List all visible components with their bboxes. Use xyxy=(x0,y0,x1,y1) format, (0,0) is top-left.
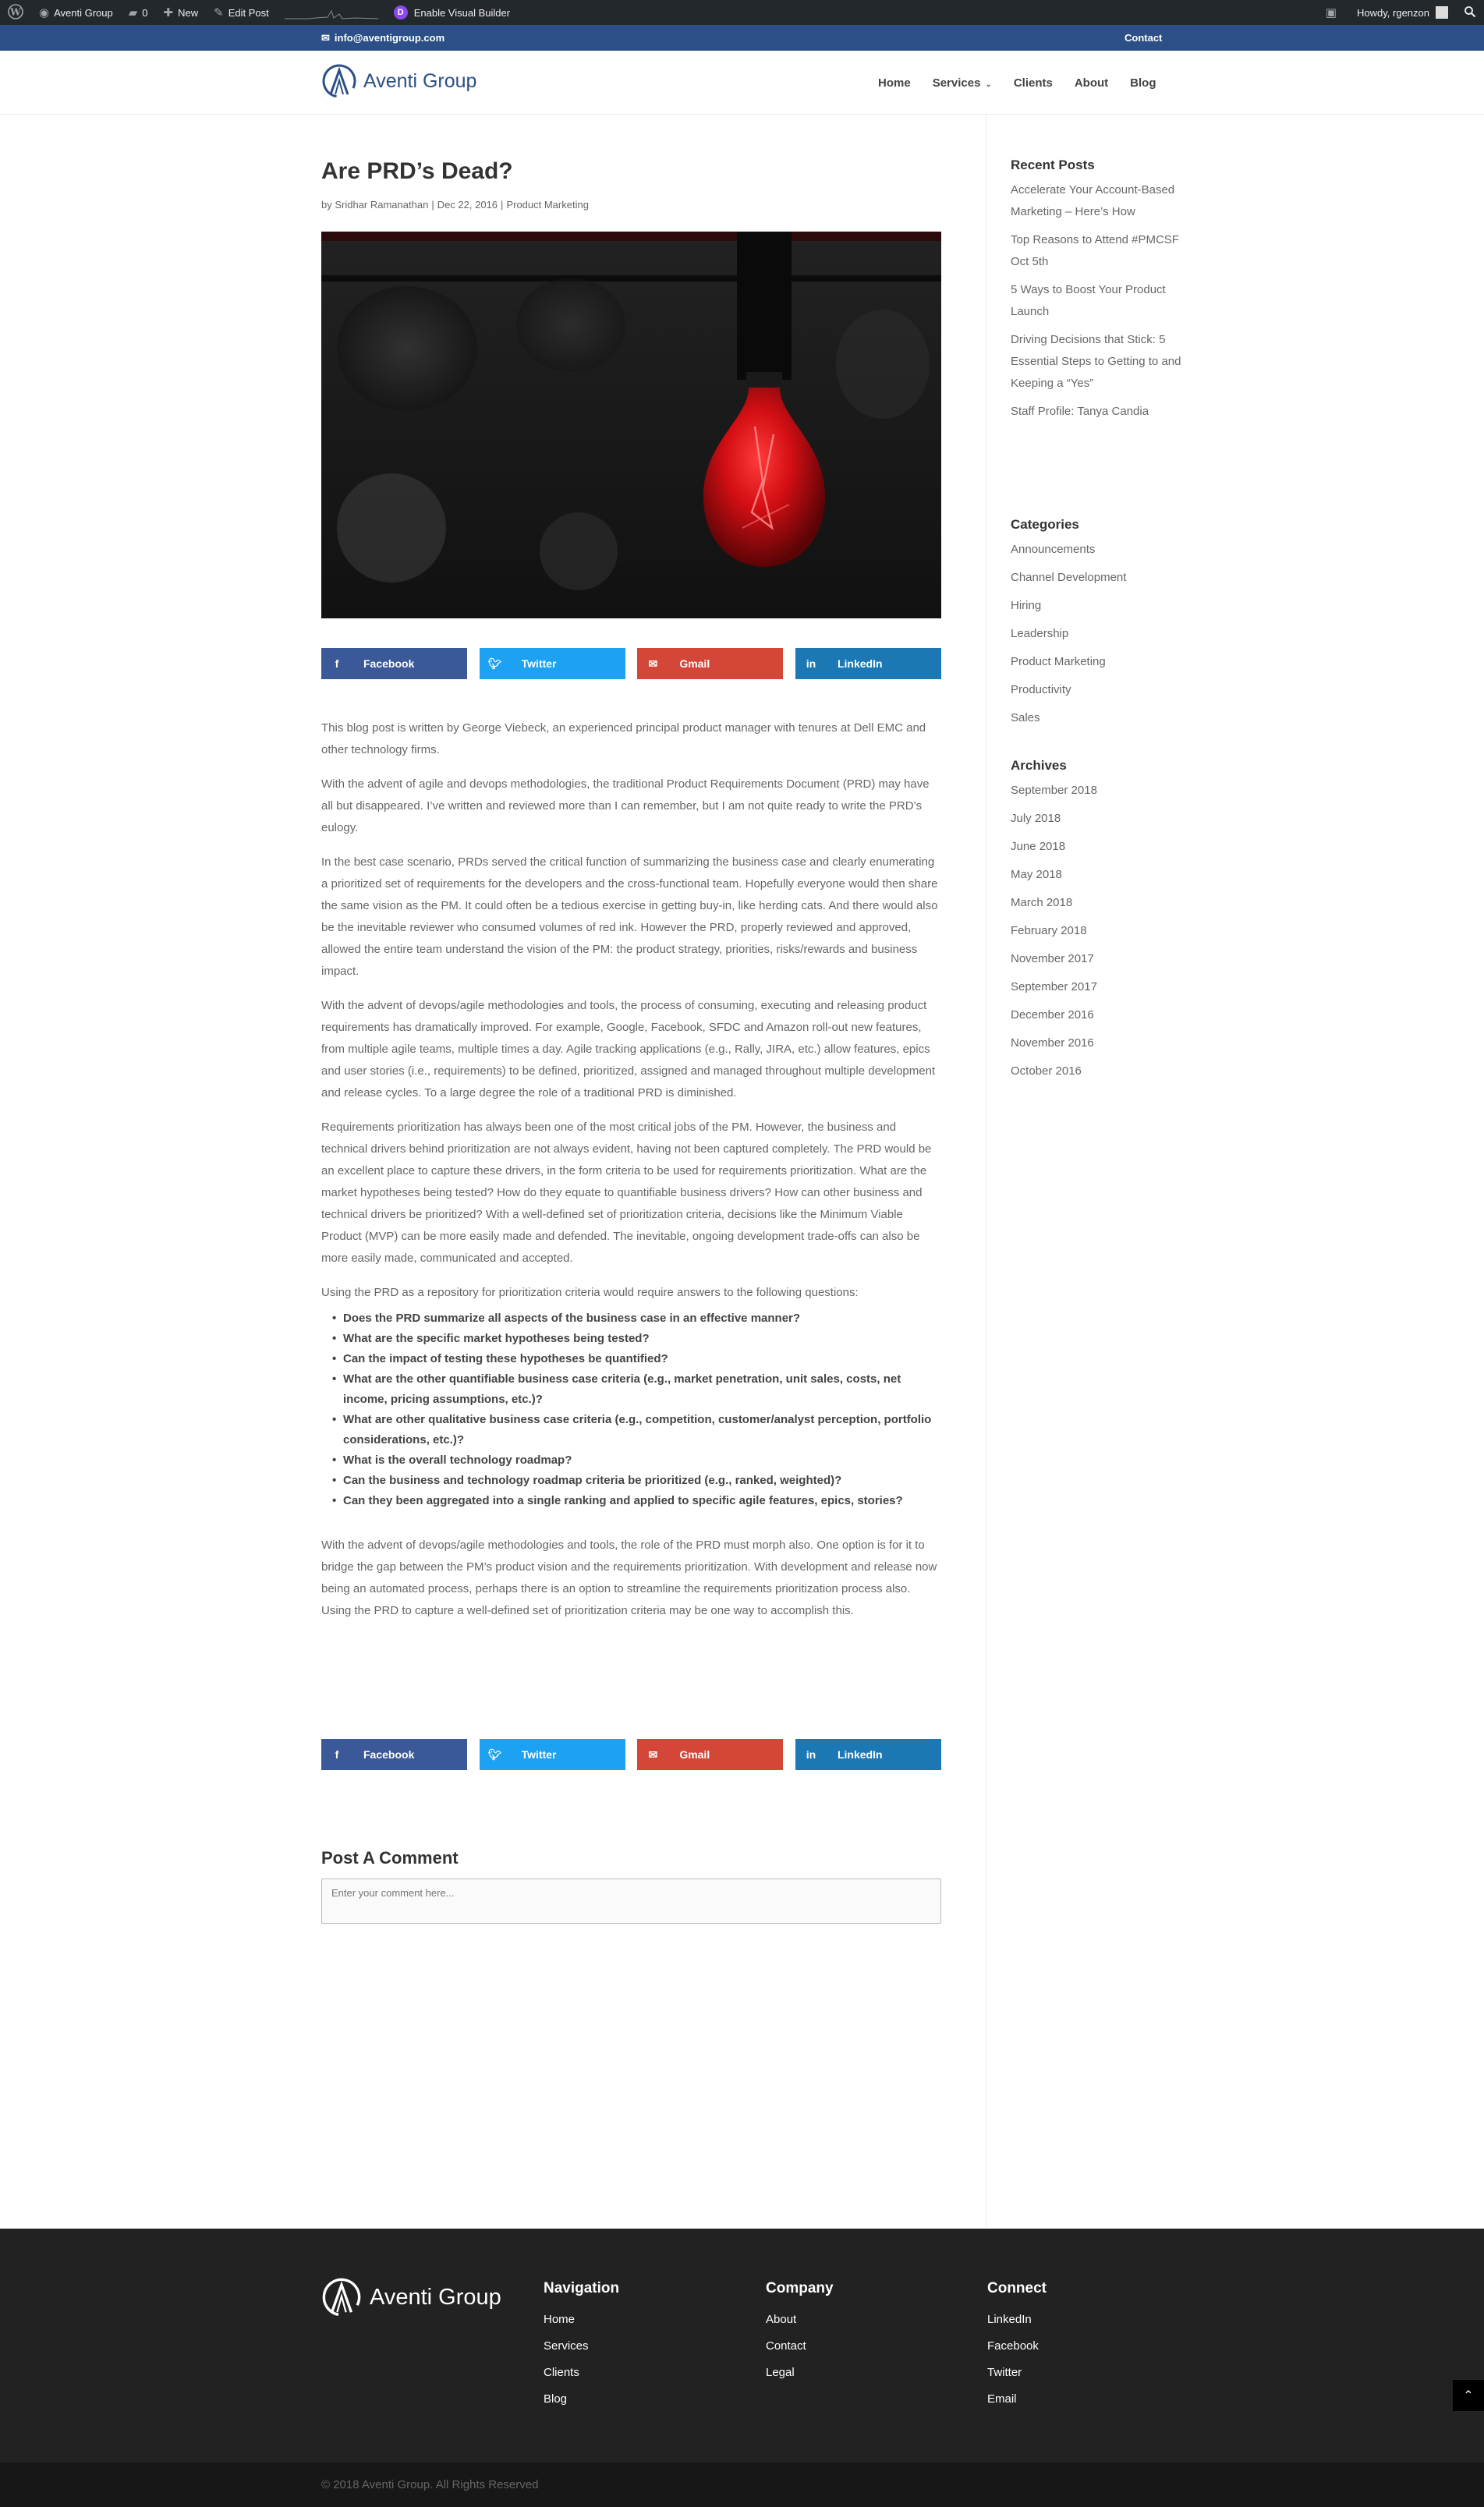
post-paragraph: This blog post is written by George Viebeck, an experienced principal product manager with tenures at Dell EMC and other technology firms. xyxy=(321,721,926,756)
share-gmail-button[interactable] xyxy=(637,648,783,679)
footer-connect-link[interactable]: Email xyxy=(987,2392,1017,2406)
recent-post-link[interactable]: 5 Ways to Boost Your Product Launch xyxy=(1011,283,1166,318)
facebook-icon: f xyxy=(335,1748,339,1761)
share-twitter-button[interactable] xyxy=(480,1739,625,1770)
comment-section-title: Post A Comment xyxy=(321,1848,459,1868)
admin-edit-label: Edit Post xyxy=(228,6,269,19)
post-content xyxy=(321,717,941,1634)
wp-logo-menu[interactable] xyxy=(0,0,31,25)
nav-services-label: Services xyxy=(932,76,981,90)
linkedin-icon: in xyxy=(806,1748,816,1761)
recent-post-link[interactable]: Staff Profile: Tanya Candia xyxy=(1011,405,1149,418)
nav-about[interactable]: About xyxy=(1074,76,1109,90)
admin-visual-builder[interactable] xyxy=(386,0,518,25)
red-lightbulb-image xyxy=(321,232,941,618)
pencil-icon: ✎ xyxy=(214,6,224,19)
post-date: Dec 22, 2016 xyxy=(437,199,498,211)
list-item: • Can the impact of testing these hypotheses be quantified? xyxy=(334,1349,941,1369)
category-link[interactable]: Sales xyxy=(1011,711,1040,724)
admin-site-name[interactable] xyxy=(31,0,121,25)
footer-company-link[interactable]: About xyxy=(766,2313,797,2326)
category-link[interactable]: Leadership xyxy=(1011,627,1069,640)
plus-icon: ✚ xyxy=(163,6,174,19)
twitter-icon: 🐦︎ xyxy=(487,1747,502,1761)
notification-icon: ▣ xyxy=(1325,6,1337,19)
post-paragraph: With the advent of devops/agile methodologies and tools, the process of consuming, executing and releasing product requirements has dramatically improved. For example, Google, Facebook, SFDC and Amazon roll-out new features, from multiple agile teams, multiple times a day. Agile tracking applications (e.g., Rally, JIRA, etc.) allow features, epics and user stories (i.e., requirements) to be defined, prioritized, assigned and managed throughout multiple development and release cycles. To a large degree the role of a traditional PRD is diminished. xyxy=(321,999,936,1099)
footer-logo[interactable] xyxy=(321,2277,501,2318)
question-list xyxy=(334,1308,941,1511)
share-gmail-label: Gmail xyxy=(679,1748,710,1761)
facebook-icon: f xyxy=(335,657,339,670)
top-contact-link[interactable]: Contact xyxy=(1125,32,1163,44)
top-email-link[interactable] xyxy=(321,25,444,51)
footer-logo-text: Aventi Group xyxy=(370,2284,501,2310)
user-avatar-icon xyxy=(1436,6,1448,19)
top-email-text: info@aventigroup.com xyxy=(334,32,445,44)
category-link[interactable]: Hiring xyxy=(1011,599,1042,612)
archives-title: Archives xyxy=(1011,758,1067,773)
footer-nav-link[interactable]: Clients xyxy=(544,2366,579,2379)
list-item: • Can the business and technology roadmap criteria be prioritized (e.g., ranked, weighted)? xyxy=(334,1471,941,1491)
post-meta: by Sridhar Ramanathan | Dec 22, 2016 | Product Marketing xyxy=(321,199,589,211)
archive-link[interactable]: May 2018 xyxy=(1011,868,1062,881)
nav-clients[interactable]: Clients xyxy=(1013,76,1053,90)
share-facebook-button[interactable] xyxy=(321,648,467,679)
admin-howdy: Howdy, rgenzon xyxy=(1357,6,1429,19)
share-linkedin-button[interactable] xyxy=(795,1739,941,1770)
list-item: • Does the PRD summarize all aspects of the business case in an effective manner? xyxy=(334,1308,941,1329)
archive-link[interactable]: February 2018 xyxy=(1011,924,1087,937)
admin-bar xyxy=(0,0,1484,25)
admin-edit-post[interactable] xyxy=(206,0,277,25)
share-twitter-label: Twitter xyxy=(521,1748,557,1761)
footer-navigation xyxy=(544,2280,619,2413)
list-item: • What are other qualitative business case criteria (e.g., competition, customer/analyst perception, portfolio considerations, etc.)? xyxy=(334,1410,941,1450)
footer-connect xyxy=(987,2280,1047,2413)
nav-home[interactable]: Home xyxy=(878,76,911,90)
recent-post-link[interactable]: Top Reasons to Attend #PMCSF Oct 5th xyxy=(1011,233,1179,268)
footer-nav-link[interactable]: Services xyxy=(544,2339,589,2353)
archive-link[interactable]: July 2018 xyxy=(1011,812,1061,825)
back-to-top-button[interactable] xyxy=(1453,2380,1484,2411)
footer-connect-link[interactable]: LinkedIn xyxy=(987,2313,1032,2326)
sidebar-archives xyxy=(1011,758,1182,1089)
archive-link[interactable]: September 2017 xyxy=(1011,980,1097,993)
footer-nav-link[interactable]: Home xyxy=(544,2313,576,2326)
archive-link[interactable]: November 2017 xyxy=(1011,952,1094,965)
footer-navigation-title: Navigation xyxy=(544,2280,620,2296)
post-paragraph: Requirements prioritization has always been one of the most critical jobs of the PM. However, the business and technical drivers behind prioritization are not always evident, having not been captured completely. The PRD would be an excellent place to capture these drivers, in the form criteria to be used for requirements prioritization. What are the market hypotheses being tested? How do they equate to quantifiable business drivers? How can other business and technical drivers be prioritized? With a well-defined set of prioritization criteria, decisions like the Minimum Viable Product (MVP) can be more easily made and defended. The inevitable, ongoing development trade-offs can also be more easily made, communicated and accepted. xyxy=(321,1121,932,1265)
categories-title: Categories xyxy=(1011,517,1079,532)
category-link[interactable]: Product Marketing xyxy=(1011,655,1106,668)
wordpress-icon xyxy=(8,4,23,22)
share-gmail-button[interactable] xyxy=(637,1739,783,1770)
footer-company xyxy=(766,2280,834,2386)
sidebar-recent-posts xyxy=(1011,158,1182,429)
admin-visual-builder-label: Enable Visual Builder xyxy=(413,6,511,19)
list-item: • What is the overall technology roadmap? xyxy=(334,1450,941,1471)
footer-connect-title: Connect xyxy=(987,2280,1047,2296)
top-info-bar xyxy=(0,25,1484,51)
divi-icon: D xyxy=(394,5,408,19)
nav-services[interactable] xyxy=(933,76,992,90)
category-link[interactable]: Channel Development xyxy=(1011,571,1127,584)
chevron-up-icon: ⌃ xyxy=(1463,2389,1474,2403)
admin-site-name-label: Aventi Group xyxy=(54,6,113,19)
archive-link[interactable]: March 2018 xyxy=(1011,896,1073,909)
envelope-icon: ✉ xyxy=(648,657,658,670)
site-footer xyxy=(0,2229,1484,2463)
envelope-icon: ✉ xyxy=(648,1747,658,1761)
share-bar-bottom xyxy=(321,1739,941,1770)
post-closing-paragraph: With the advent of devops/agile methodologies and tools, the role of the PRD must morph also. One option is for it to bridge the gap between the PM’s product vision and the requirements prioritization. With development and release now being an automated process, perhaps there is an option to streamline the requirements prioritization process also. Using the PRD to capture a well-defined set of prioritization criteria may be one way to accomplish this. xyxy=(321,1539,937,1617)
post-paragraph: With the advent of agile and devops methodologies, the traditional Product Requirements Document (PRD) may have all but disappeared. I’ve written and reviewed more than I can remember, but I am not quite ready to write the PRD’s eulogy. xyxy=(321,777,930,834)
search-icon xyxy=(1464,5,1476,20)
comment-bubble-icon: ▰ xyxy=(128,6,138,19)
post-author[interactable]: by Sridhar Ramanathan xyxy=(321,199,429,211)
share-facebook-label: Facebook xyxy=(363,657,415,670)
aventi-logo-icon xyxy=(321,2277,362,2318)
footer-bottom-bar xyxy=(0,2463,1484,2507)
admin-search[interactable] xyxy=(1456,0,1484,25)
footer-company-link[interactable]: Legal xyxy=(766,2366,795,2379)
list-item: • What are the specific market hypotheses being tested? xyxy=(334,1329,941,1349)
footer-connect-link[interactable]: Twitter xyxy=(987,2366,1022,2379)
recent-posts-title: Recent Posts xyxy=(1011,158,1095,172)
share-twitter-button[interactable] xyxy=(480,648,625,679)
footer-nav-link[interactable]: Blog xyxy=(544,2392,568,2406)
dashboard-icon: ◉ xyxy=(39,6,50,19)
post-paragraph: In the best case scenario, PRDs served the critical function of summarizing the business case and clearly enumerating a prioritized set of requirements for the developers and the cross-functional team. Hopefully everyone would then share the same vision as the PM. It could often be a tedious exercise in getting buy-in, like herding cats. And there would also be the inevitable reviewer who consumed volumes of red ink. However the PRD, properly reviewed and approved, allowed the entire team understand the vision of the PM: the product strategy, priorities, risks/rewards and business impact. xyxy=(321,855,938,978)
aventi-logo-icon xyxy=(321,63,357,99)
comment-textarea[interactable] xyxy=(321,1878,941,1924)
logo-text: Aventi Group xyxy=(363,69,477,92)
site-header xyxy=(0,51,1484,115)
list-item: • Can they been aggregated into a single ranking and applied to specific agile features, epics, stories? xyxy=(334,1491,941,1511)
post-title: Are PRD’s Dead? xyxy=(321,158,513,184)
admin-comments-count: 0 xyxy=(142,6,148,19)
nav-blog[interactable]: Blog xyxy=(1130,76,1156,90)
archive-link[interactable]: November 2016 xyxy=(1011,1036,1094,1050)
admin-account[interactable] xyxy=(1349,0,1456,25)
svg-text:W: W xyxy=(10,6,21,17)
share-facebook-label: Facebook xyxy=(363,1748,415,1761)
sidebar-categories xyxy=(1011,517,1182,735)
archive-link[interactable]: June 2018 xyxy=(1011,840,1066,853)
recent-post-link[interactable]: Driving Decisions that Stick: 5 Essential Steps to Getting to and Keeping a “Yes” xyxy=(1011,333,1181,390)
share-linkedin-button[interactable] xyxy=(795,648,941,679)
site-logo[interactable] xyxy=(321,63,476,99)
post-paragraph: Using the PRD as a repository for prioritization criteria would require answers to the following questions: xyxy=(321,1286,859,1299)
share-facebook-button[interactable] xyxy=(321,1739,467,1770)
footer-connect-link[interactable]: Facebook xyxy=(987,2339,1039,2353)
footer-company-title: Company xyxy=(766,2280,834,2296)
list-item: • What are the other quantifiable business case criteria (e.g., market penetration, unit sales, costs, net income, pricing assumptions, etc.)? xyxy=(334,1369,941,1410)
category-link[interactable]: Announcements xyxy=(1011,543,1096,556)
admin-comments[interactable] xyxy=(121,0,156,25)
archive-link[interactable]: October 2016 xyxy=(1011,1064,1082,1078)
admin-new[interactable] xyxy=(156,0,207,25)
chevron-down-icon: ⌄ xyxy=(985,80,992,89)
envelope-icon: ✉ xyxy=(321,31,330,44)
main-nav xyxy=(878,51,1156,115)
stats-sparkline-icon xyxy=(285,5,378,20)
category-link[interactable]: Productivity xyxy=(1011,683,1071,696)
linkedin-icon: in xyxy=(806,657,816,670)
share-linkedin-label: LinkedIn xyxy=(837,1748,883,1761)
archive-link[interactable]: September 2018 xyxy=(1011,784,1097,797)
admin-notifications[interactable] xyxy=(1318,0,1349,25)
share-bar-top xyxy=(321,648,941,679)
share-twitter-label: Twitter xyxy=(521,657,557,670)
post-category[interactable]: Product Marketing xyxy=(506,199,589,211)
recent-post-link[interactable]: Accelerate Your Account-Based Marketing – Here’s How xyxy=(1011,183,1175,218)
copyright-text: © 2018 Aventi Group. All Rights Reserved xyxy=(321,2478,539,2491)
share-linkedin-label: LinkedIn xyxy=(837,657,883,670)
admin-new-label: New xyxy=(178,6,199,19)
twitter-icon: 🐦︎ xyxy=(487,657,502,670)
share-gmail-label: Gmail xyxy=(679,657,710,670)
archive-link[interactable]: December 2016 xyxy=(1011,1008,1094,1022)
footer-company-link[interactable]: Contact xyxy=(766,2339,806,2353)
featured-image xyxy=(321,232,941,618)
